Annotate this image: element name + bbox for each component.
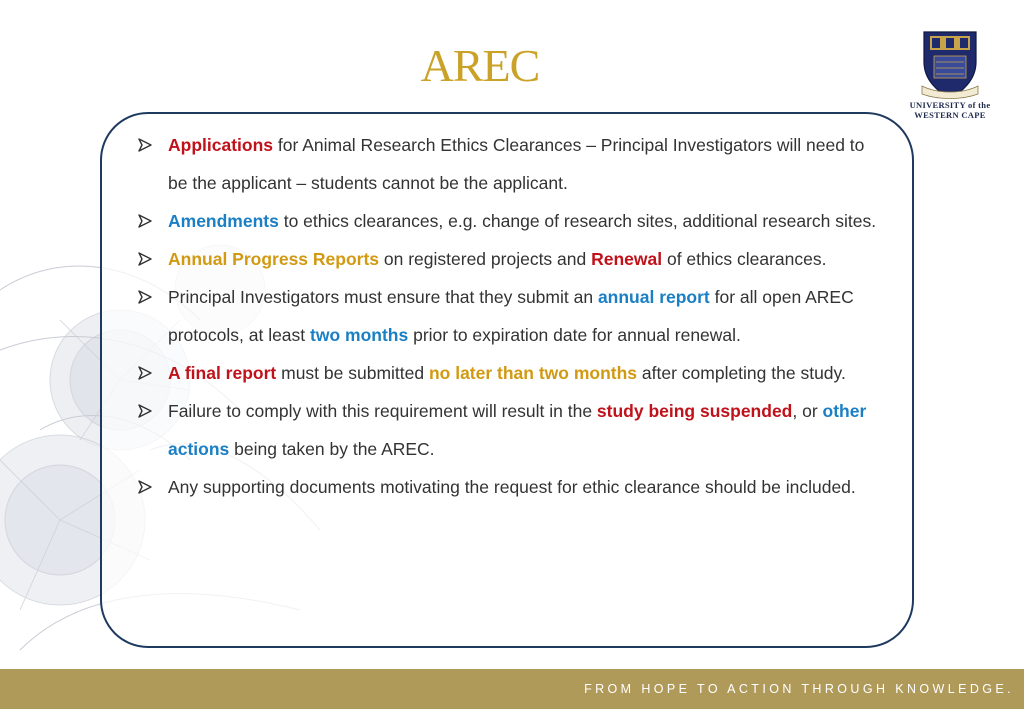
bullet-emphasis-text: Applications	[168, 135, 274, 155]
arrow-bullet-icon	[138, 392, 156, 430]
bullet-emphasis-text: two months	[310, 325, 409, 345]
bullet-text: must be submitted	[276, 363, 429, 383]
bullet-item	[138, 240, 888, 278]
arrow-bullet-icon	[138, 468, 156, 506]
arrow-bullet-icon	[138, 354, 156, 392]
arrow-bullet-icon	[138, 126, 156, 164]
bullet-text: to ethics clearances, e.g. change of research sites, additional research sites.	[278, 211, 877, 231]
bullet-text: Any supporting documents motivating the request for ethic clearance should be included.	[168, 477, 856, 497]
bullet-emphasis-text: Renewal	[591, 249, 663, 269]
bullet-text: Failure to comply with this requirement will result in the	[168, 401, 597, 421]
bullet-text: for all open AREC protocols, at least	[168, 287, 854, 345]
arrow-bullet-icon	[138, 278, 156, 316]
bullet-emphasis-text: Annual Progress Reports	[168, 249, 380, 269]
bullet-text: of ethics clearances.	[662, 249, 827, 269]
arrow-bullet-icon	[138, 202, 156, 240]
bullet-item	[138, 354, 888, 392]
bullet-text: on registered projects and	[379, 249, 592, 269]
bullet-emphasis-text: study being suspended	[596, 401, 793, 421]
content-box	[100, 112, 914, 648]
footer-bar	[0, 669, 1024, 709]
bullet-emphasis-text: other actions	[168, 401, 867, 459]
bullet-text: prior to expiration date for annual renewal.	[408, 325, 741, 345]
slide-title: AREC	[420, 40, 540, 91]
university-logo	[900, 28, 1000, 138]
bullet-item	[138, 392, 888, 468]
bullet-text: being taken by the AREC.	[229, 439, 435, 459]
bullet-text: after completing the study.	[637, 363, 846, 383]
bullet-list	[138, 126, 888, 506]
bullet-emphasis-text: no later than two months	[428, 363, 638, 383]
bullet-text: for Animal Research Ethics Clearances – Principal Investigators will need to be the applicant – students cannot be the applicant.	[168, 135, 865, 193]
bullet-item	[138, 202, 888, 240]
crest-shield-icon	[918, 28, 982, 100]
bullet-emphasis-text: Amendments	[168, 211, 279, 231]
arrow-bullet-icon	[138, 240, 156, 278]
bullet-item	[138, 468, 888, 506]
bullet-text: Principal Investigators must ensure that they submit an	[168, 287, 598, 307]
bullet-item	[138, 126, 888, 202]
bullet-item	[138, 278, 888, 354]
logo-western-cape-text: WESTERN CAPE	[914, 110, 986, 120]
bullet-text: , or	[792, 401, 823, 421]
footer-tagline: FROM HOPE TO ACTION THROUGH KNOWLEDGE.	[584, 682, 1014, 696]
bullet-emphasis-text: annual report	[597, 287, 710, 307]
logo-university-text: UNIVERSITY of the	[909, 100, 991, 110]
bullet-emphasis-text: A final report	[168, 363, 277, 383]
